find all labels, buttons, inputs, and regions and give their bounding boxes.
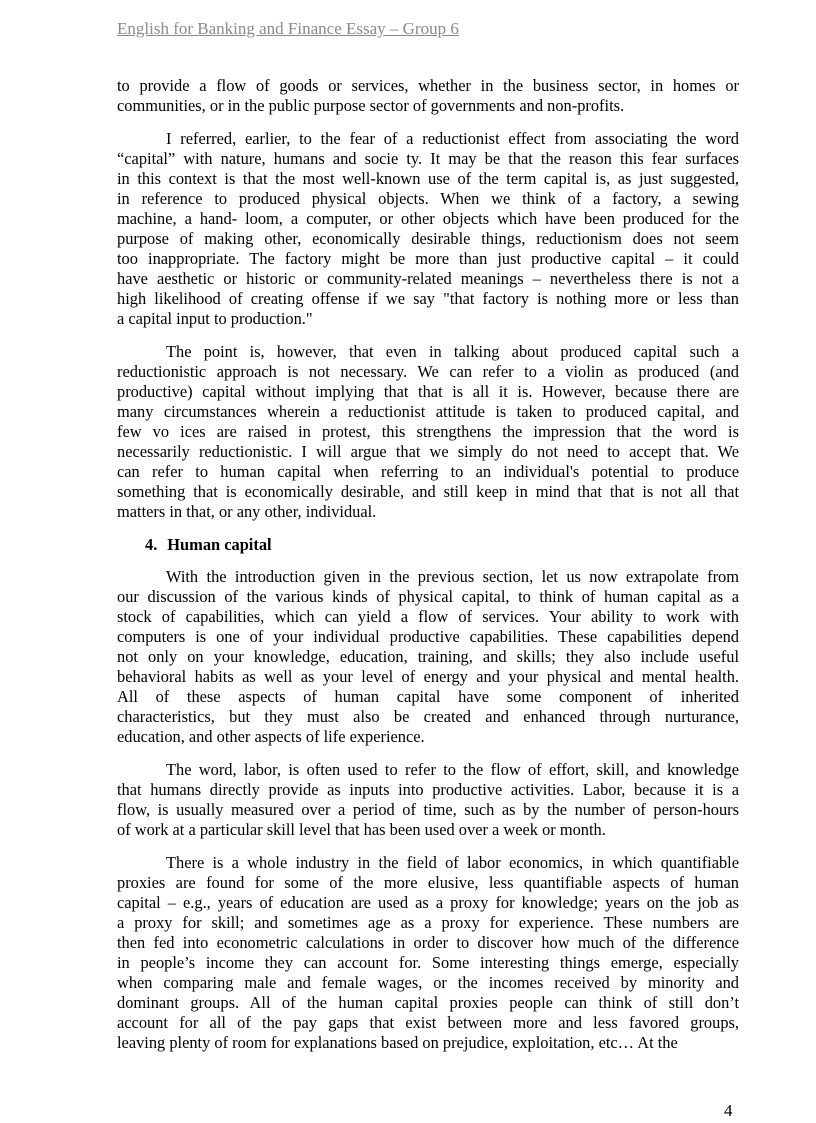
text-line: in this context is that the most well-known use of the term capital is, as just suggested, xyxy=(117,169,739,188)
text-line: communities, or in the public purpose sector of governments and non-profits. xyxy=(117,96,625,115)
text-line: can refer to human capital when referring to an individual's potential to produce xyxy=(117,462,739,481)
text-line: necessarily reductionistic. I will argue that we simply do not need to accept that. We xyxy=(117,442,739,461)
text-line: account for all of the pay gaps that exist between more and less favored groups, xyxy=(117,1013,739,1032)
paragraph xyxy=(117,567,739,747)
text-line: reductionistic approach is not necessary. We can refer to a violin as produced (and xyxy=(117,362,739,381)
running-header: English for Banking and Finance Essay – Group 6 xyxy=(117,19,459,38)
text-line: purpose of making other, economically desirable things, reductionism does not seem xyxy=(117,229,739,248)
text-line: have aesthetic or historic or community-related meanings – nevertheless there is not a xyxy=(117,269,739,288)
text-line: of work at a particular skill level that has been used over a week or month. xyxy=(117,820,606,839)
section-heading xyxy=(145,535,739,555)
text-line: dominant groups. All of the human capital proxies people can think of still don’t xyxy=(117,993,739,1012)
text-line: leaving plenty of room for explanations based on prejudice, exploitation, etc… At the xyxy=(117,1033,678,1052)
text-line: stock of capabilities, which can yield a flow of services. Your ability to work with xyxy=(117,607,739,626)
text-line: I referred, earlier, to the fear of a reductionist effect from associating the word xyxy=(166,129,739,148)
text-line: proxies are found for some of the more elusive, less quantifiable aspects of human xyxy=(117,873,739,892)
text-line: “capital” with nature, humans and socie ty. It may be that the reason this fear surfaces xyxy=(117,149,739,168)
text-line: flow, is usually measured over a period of time, such as by the number of person-hours xyxy=(117,800,739,819)
text-line: There is a whole industry in the field of labor economics, in which quantifiable xyxy=(166,853,739,872)
page-number: 4 xyxy=(724,1101,733,1120)
paragraphs-before-section xyxy=(117,76,739,522)
text-line: The point is, however, that even in talking about produced capital such a xyxy=(166,342,739,361)
text-line: not only on your knowledge, education, training, and skills; they also include useful xyxy=(117,647,739,666)
section-title: Human capital xyxy=(167,535,272,554)
paragraphs-after-section xyxy=(117,567,739,1053)
paragraph xyxy=(117,760,739,840)
text-line: machine, a hand- loom, a computer, or other objects which have been produced for the xyxy=(117,209,739,228)
text-line: too inappropriate. The factory might be more than just productive capital – it could xyxy=(117,249,739,268)
text-line: our discussion of the various kinds of physical capital, to think of human capital as a xyxy=(117,587,739,606)
text-line: behavioral habits as well as your level of energy and your physical and mental health. xyxy=(117,667,739,686)
text-line: high likelihood of creating offense if we say "that factory is nothing more or less than xyxy=(117,289,739,308)
text-line: productive) capital without implying that that is all it is. However, because there are xyxy=(117,382,739,401)
text-line: All of these aspects of human capital have some component of inherited xyxy=(117,687,739,706)
text-line: few vo ices are raised in protest, this strengthens the impression that the word is xyxy=(117,422,739,441)
text-line: a capital input to production." xyxy=(117,309,313,328)
text-line: education, and other aspects of life experience. xyxy=(117,727,425,746)
text-line: a proxy for skill; and sometimes age as a proxy for experience. These numbers are xyxy=(117,913,739,932)
text-line: matters in that, or any other, individual. xyxy=(117,502,377,521)
text-line: that humans directly provide as inputs into productive activities. Labor, because it is a xyxy=(117,780,739,799)
text-line: in people’s income they can account for. Some interesting things emerge, especially xyxy=(117,953,739,972)
text-line: to provide a flow of goods or services, whether in the business sector, in homes or xyxy=(117,76,739,95)
text-line: computers is one of your individual productive capabilities. These capabilities depend xyxy=(117,627,739,646)
paragraph xyxy=(117,342,739,522)
text-line: many circumstances wherein a reductionist attitude is taken to produced capital, and xyxy=(117,402,739,421)
text-line: something that is economically desirable, and still keep in mind that that is not all that xyxy=(117,482,739,501)
text-line: capital – e.g., years of education are used as a proxy for knowledge; years on the job as xyxy=(117,893,739,912)
text-line: in reference to produced physical objects. When we think of a factory, a sewing xyxy=(117,189,739,208)
paragraph xyxy=(117,129,739,329)
text-line: With the introduction given in the previous section, let us now extrapolate from xyxy=(166,567,739,586)
section-number: 4. xyxy=(145,535,158,554)
paragraph xyxy=(117,76,739,116)
text-line: The word, labor, is often used to refer to the flow of effort, skill, and knowledge xyxy=(166,760,739,779)
paragraph xyxy=(117,853,739,1053)
page-body xyxy=(117,76,739,1066)
text-line: characteristics, but they must also be created and enhanced through nurturance, xyxy=(117,707,739,726)
text-line: when comparing male and female wages, or the incomes received by minority and xyxy=(117,973,739,992)
text-line: then fed into econometric calculations in order to discover how much of the difference xyxy=(117,933,739,952)
